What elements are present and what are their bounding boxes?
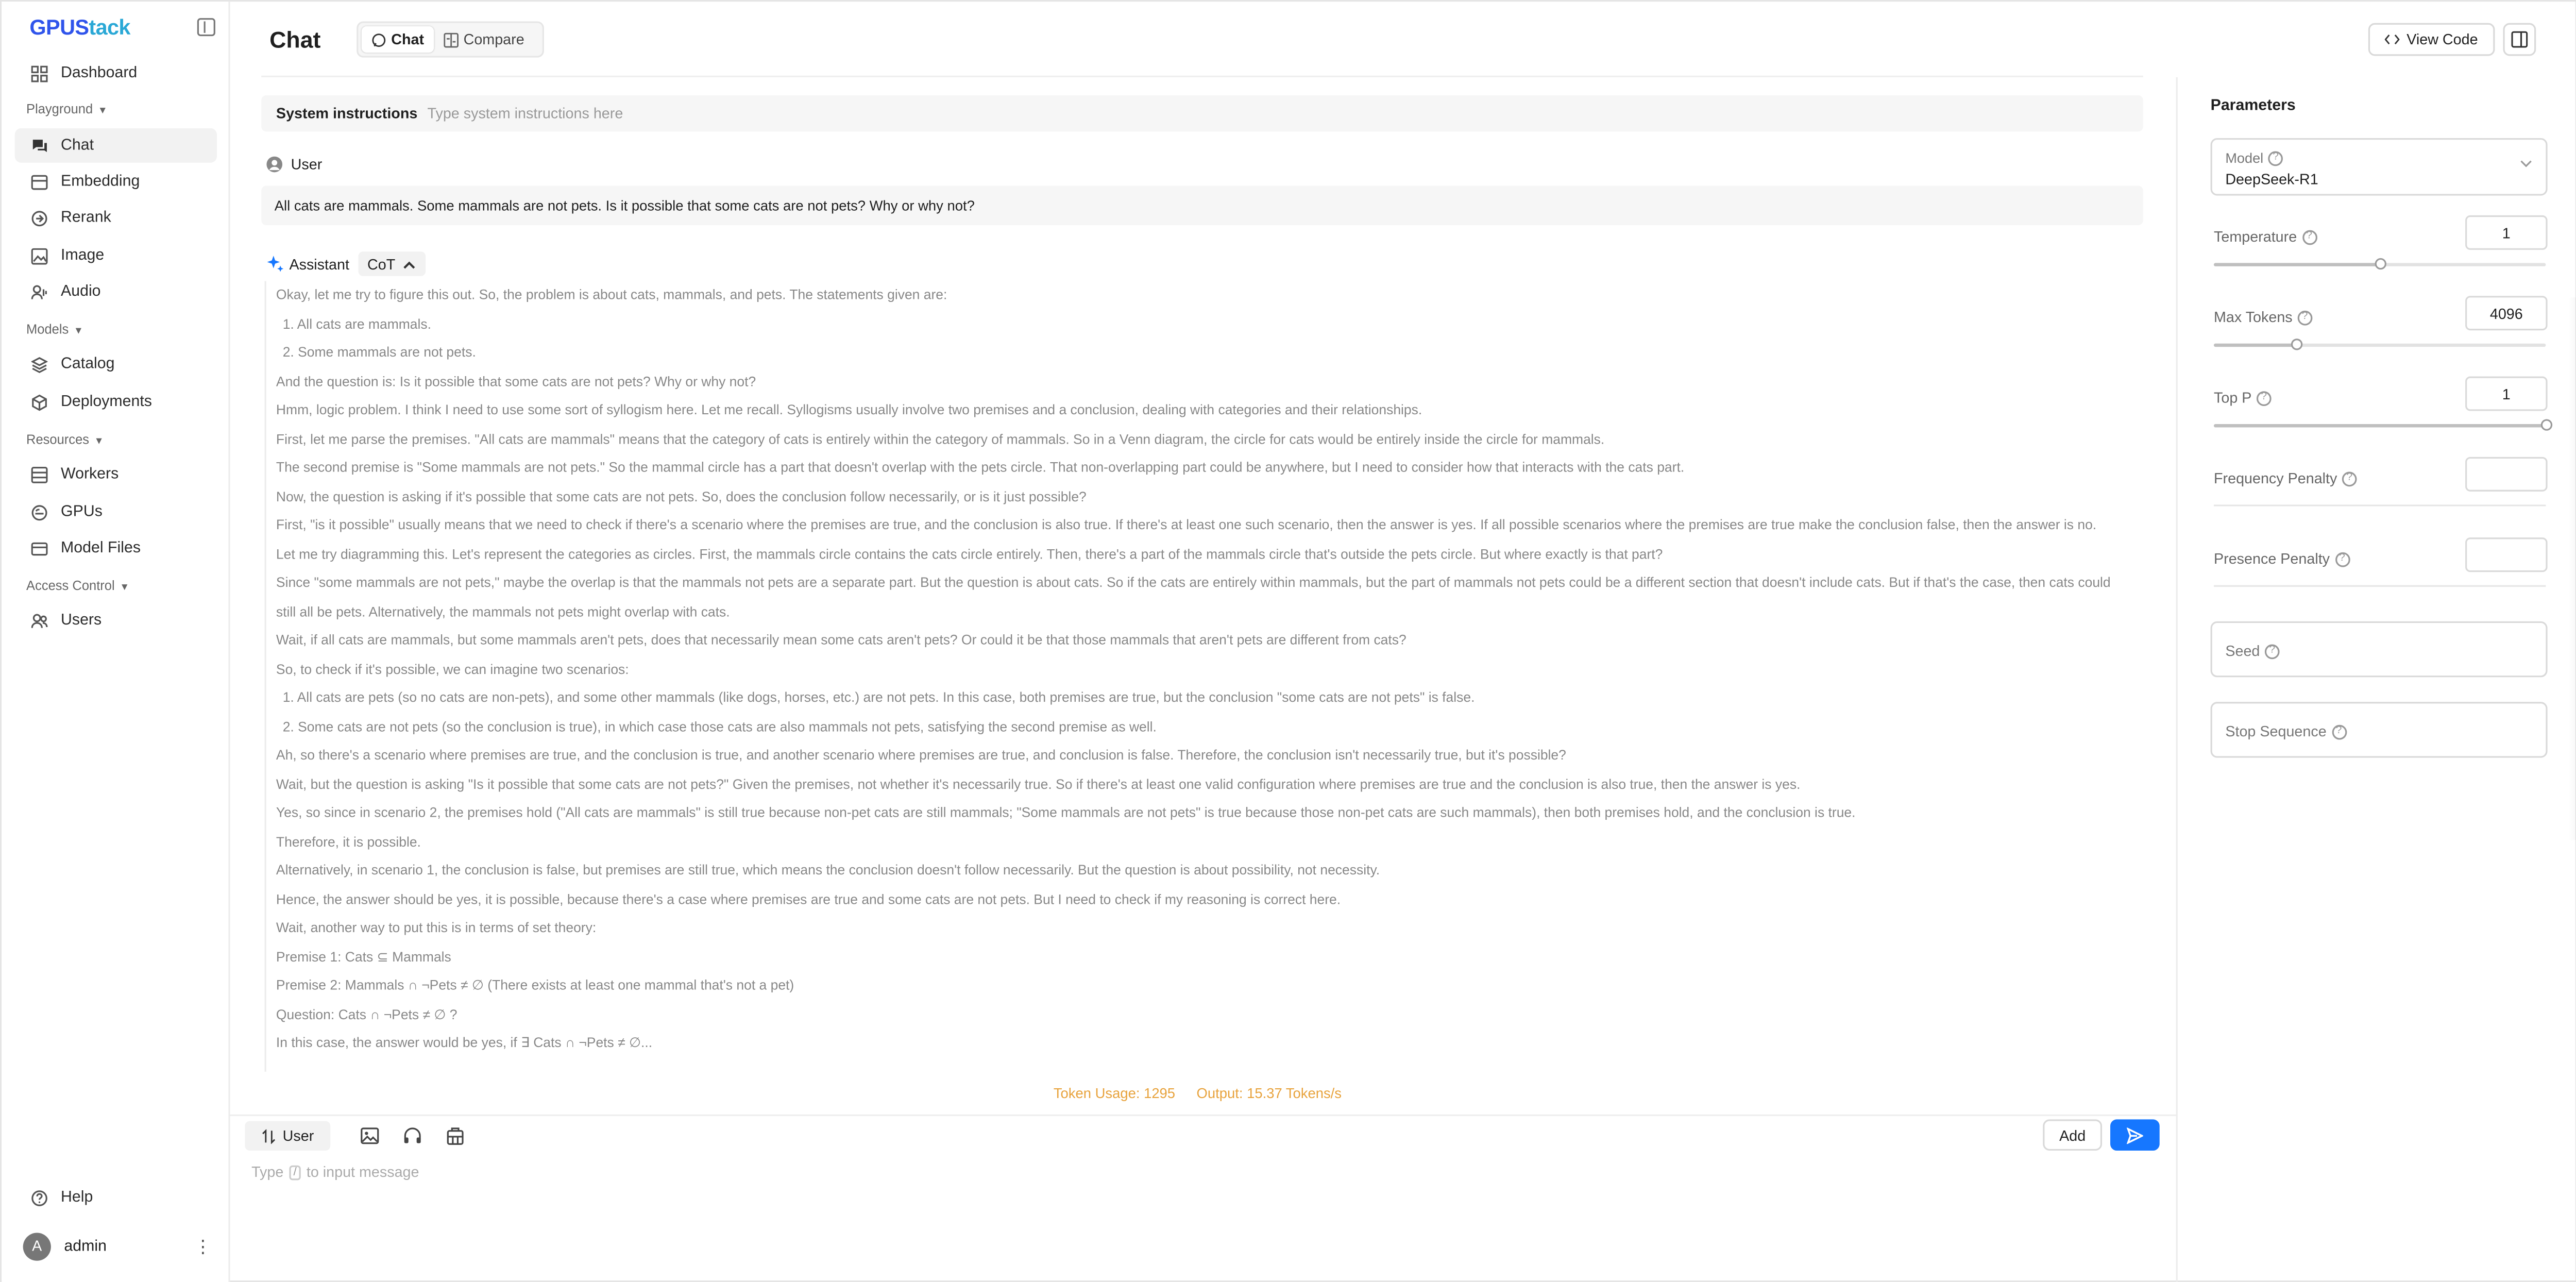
user-message[interactable] bbox=[261, 185, 2143, 225]
role-switch-button[interactable] bbox=[245, 1121, 330, 1151]
sidebar-item-label: GPUs bbox=[61, 503, 103, 521]
user-role-header bbox=[266, 156, 323, 173]
deployments-icon bbox=[28, 391, 51, 414]
stop-sequence-label: Stop Sequence bbox=[2225, 723, 2327, 740]
model-select[interactable] bbox=[2211, 138, 2548, 196]
thinking-paragraph: Okay, let me try to figure this out. So, the problem is about cats, mammals, and pets. The statements given are: bbox=[276, 286, 947, 302]
max-tokens-slider[interactable] bbox=[2214, 344, 2546, 347]
top-p-input[interactable] bbox=[2465, 377, 2548, 411]
sidebar-item-chat[interactable] bbox=[15, 128, 217, 163]
parameters-panel bbox=[2176, 77, 2576, 1282]
temperature-input[interactable] bbox=[2465, 215, 2548, 250]
cot-toggle-button[interactable] bbox=[358, 251, 425, 276]
sidebar-item-workers[interactable] bbox=[15, 457, 217, 492]
embedding-icon bbox=[28, 170, 51, 193]
message-input[interactable] bbox=[251, 1160, 2142, 1184]
logo-text-part1: GPUS bbox=[29, 14, 89, 40]
sidebar-item-audio[interactable] bbox=[15, 275, 217, 309]
caret-down-icon: ▼ bbox=[73, 327, 83, 337]
workers-icon bbox=[28, 463, 51, 486]
input-placeholder-prefix: Type bbox=[251, 1163, 284, 1180]
add-label: Add bbox=[2059, 1126, 2086, 1143]
user-avatar-icon bbox=[266, 156, 283, 173]
sidebar-item-label: Users bbox=[61, 611, 102, 630]
sidebar-item-dashboard[interactable] bbox=[15, 56, 217, 90]
sidebar-item-label: Deployments bbox=[61, 393, 152, 411]
token-usage: Token Usage: 1295 bbox=[1053, 1085, 1176, 1102]
temperature-label: Temperature bbox=[2213, 228, 2297, 245]
thinking-paragraph: Premise 1: Cats ⊆ Mammals bbox=[276, 948, 451, 964]
cot-label: CoT bbox=[367, 256, 396, 272]
gpustack-logo[interactable] bbox=[29, 15, 130, 40]
frequency-penalty-label-row bbox=[2214, 470, 2357, 486]
send-button[interactable] bbox=[2110, 1119, 2160, 1151]
temperature-slider-fill bbox=[2214, 263, 2380, 266]
assistant-role-label: Assistant bbox=[289, 256, 349, 272]
sparkle-icon bbox=[266, 255, 284, 273]
system-instructions-field[interactable] bbox=[261, 95, 2143, 131]
presence-penalty-label-row bbox=[2214, 551, 2349, 567]
user-role-label: User bbox=[291, 156, 323, 173]
thinking-paragraph: In this case, the answer would be yes, if ∃ Cats ∩ ¬Pets ≠ ∅... bbox=[276, 1034, 653, 1051]
image-upload-icon[interactable] bbox=[360, 1126, 380, 1145]
nav-group-resources[interactable] bbox=[26, 432, 104, 447]
thinking-paragraph: First, let me parse the premises. "All cats are mammals" means that the category of cats is entirely within the category of mammals. So in a Venn diagram, the circle for cats would be entirely inside the circle for mammals. bbox=[276, 430, 1605, 447]
sidebar-item-catalog[interactable] bbox=[15, 347, 217, 381]
thinking-paragraph: Wait, if all cats are mammals, but some mammals aren't pets, does that necessarily mean some cats aren't pets? Or could it be that those mammals that aren't pets are different from cats? bbox=[276, 631, 1406, 648]
frequency-penalty-input[interactable] bbox=[2465, 457, 2548, 492]
add-message-button[interactable] bbox=[2043, 1119, 2102, 1151]
max-tokens-slider-handle[interactable] bbox=[2291, 339, 2302, 350]
sidebar-item-users[interactable] bbox=[15, 603, 217, 638]
max-tokens-input[interactable] bbox=[2465, 296, 2548, 330]
help-icon[interactable]: ? bbox=[2331, 724, 2346, 739]
help-icon[interactable]: ? bbox=[2335, 551, 2350, 566]
more-options-icon[interactable]: ⋮ bbox=[194, 1237, 212, 1257]
model-label: Model bbox=[2225, 149, 2264, 166]
image-icon bbox=[28, 244, 51, 267]
temperature-label-row bbox=[2214, 228, 2316, 245]
sidebar-item-rerank[interactable] bbox=[15, 200, 217, 235]
seed-label-row bbox=[2225, 643, 2279, 659]
max-tokens-value: 4096 bbox=[2489, 305, 2523, 322]
thinking-paragraph: Ah, so there's a scenario where premises are true, and the conclusion is true, and another scenario where premises are true, and conclusion is false. Therefore, the conclusion isn't necessarily true, but it's possible? bbox=[276, 746, 1566, 763]
sidebar-item-label: Workers bbox=[61, 465, 119, 483]
clear-icon[interactable] bbox=[446, 1126, 465, 1145]
thinking-list-item: 2. Some mammals are not pets. bbox=[282, 343, 476, 360]
temperature-slider-handle[interactable] bbox=[2374, 258, 2385, 269]
audio-icon bbox=[28, 280, 51, 303]
temperature-value: 1 bbox=[2502, 224, 2511, 241]
help-icon[interactable]: ? bbox=[2297, 310, 2312, 325]
input-divider bbox=[230, 1115, 2176, 1116]
presence-penalty-input[interactable] bbox=[2465, 537, 2548, 572]
user-menu[interactable] bbox=[23, 1231, 212, 1260]
thinking-paragraph: So, to check if it's possible, we can imagine two scenarios: bbox=[276, 660, 629, 677]
thinking-content bbox=[265, 281, 2143, 1071]
sidebar-item-label: Catalog bbox=[61, 355, 115, 374]
stop-sequence-input[interactable] bbox=[2211, 702, 2548, 757]
thinking-list-item: 1. All cats are mammals. bbox=[282, 314, 431, 331]
temperature-slider[interactable] bbox=[2214, 263, 2546, 266]
dashboard-icon bbox=[28, 62, 51, 85]
user-message-text: All cats are mammals. Some mammals are not pets. Is it possible that some cats are not pets? Why or why not? bbox=[274, 197, 975, 214]
thinking-paragraph: Now, the question is asking if it's possible that some cats are not pets. So, does the conclusion follow necessarily, or is it just possible? bbox=[276, 487, 1087, 504]
catalog-icon bbox=[28, 352, 51, 376]
top-p-label: Top P bbox=[2213, 390, 2252, 406]
thinking-list-item: 1. All cats are pets (so no cats are non-pets), and some other mammals (like dogs, horses, etc.) are not pets. In this case, both premises are true, but the conclusion "some cats are not pets" is false. bbox=[282, 688, 1475, 705]
max-tokens-slider-fill bbox=[2214, 344, 2297, 347]
top-p-value: 1 bbox=[2502, 385, 2511, 402]
sidebar-item-deployments[interactable] bbox=[15, 384, 217, 419]
sidebar-item-label: Embedding bbox=[61, 172, 140, 191]
chevron-up-icon bbox=[402, 259, 415, 268]
sidebar-item-label: Image bbox=[61, 246, 105, 265]
slash-key-hint: / bbox=[289, 1165, 301, 1179]
sidebar-item-model-files[interactable] bbox=[15, 531, 217, 565]
model-value: DeepSeek-R1 bbox=[2225, 171, 2318, 188]
top-p-label-row bbox=[2214, 390, 2272, 406]
assistant-role-header bbox=[266, 251, 425, 276]
help-icon[interactable]: ? bbox=[2342, 471, 2357, 486]
stop-sequence-label-row bbox=[2225, 723, 2346, 740]
nav-group-label: Models bbox=[26, 322, 69, 337]
users-icon bbox=[28, 609, 51, 632]
gpu-icon bbox=[28, 500, 51, 524]
toggle-panel-button[interactable] bbox=[2503, 23, 2536, 56]
sidebar bbox=[2, 2, 230, 1282]
tab-label: Chat bbox=[391, 31, 425, 48]
model-files-icon bbox=[28, 537, 51, 560]
tab-chat[interactable] bbox=[362, 26, 434, 53]
divider bbox=[2214, 504, 2546, 506]
nav-group-label: Playground bbox=[26, 102, 93, 117]
tab-compare[interactable] bbox=[434, 26, 534, 53]
thinking-paragraph: The second premise is "Some mammals are not pets." So the mammal circle has a part that doesn't overlap with the pets circle. That non-overlapping part could be anywhere, but I need to consider how that interacts with the cats part. bbox=[276, 459, 1685, 475]
seed-input[interactable] bbox=[2211, 621, 2548, 677]
help-icon[interactable]: ? bbox=[2268, 150, 2283, 165]
help-icon[interactable]: ? bbox=[2302, 229, 2317, 244]
max-tokens-label: Max Tokens bbox=[2213, 309, 2293, 326]
caret-down-icon: ▼ bbox=[94, 437, 104, 447]
sidebar-item-label: Model Files bbox=[61, 539, 141, 558]
input-placeholder-suffix: to input message bbox=[306, 1163, 419, 1180]
page-title: Chat bbox=[269, 26, 321, 53]
system-instructions-placeholder: Type system instructions here bbox=[427, 105, 623, 122]
avatar: A bbox=[23, 1232, 51, 1260]
thinking-paragraph: Yes, so since in scenario 2, the premises hold ("All cats are mammals" is still true because non-pet cats are still mammals; "Some mammals are not pets" is true because those non-pet cats are such mammals), then both premises hold, and the conclusion is true. bbox=[276, 803, 1856, 820]
thinking-paragraph: Alternatively, in scenario 1, the conclusion is false, but premises are still true, which means the conclusion doesn't follow necessarily. But the question is about possibility, not necessity. bbox=[276, 861, 1380, 878]
sidebar-item-label: Help bbox=[61, 1188, 93, 1207]
frequency-penalty-label: Frequency Penalty bbox=[2213, 470, 2337, 487]
panel-icon bbox=[2511, 31, 2528, 48]
caret-down-icon: ▼ bbox=[97, 107, 108, 117]
send-icon bbox=[2127, 1127, 2143, 1143]
tab-label: Compare bbox=[463, 31, 524, 48]
drawer-edge-shadow bbox=[2569, 297, 2576, 840]
sidebar-item-label: Chat bbox=[61, 136, 94, 155]
sidebar-item-gpus[interactable] bbox=[15, 495, 217, 529]
collapse-sidebar-icon[interactable] bbox=[197, 18, 215, 36]
role-switch-label: User bbox=[282, 1127, 314, 1144]
help-icon[interactable]: ? bbox=[2265, 644, 2280, 659]
thinking-paragraph: And the question is: Is it possible that some cats are not pets? Why or why not? bbox=[276, 372, 756, 389]
sidebar-item-image[interactable] bbox=[15, 239, 217, 273]
help-icon[interactable]: ? bbox=[2257, 391, 2272, 406]
thinking-paragraph: Premise 2: Mammals ∩ ¬Pets ≠ ∅ (There exists at least one mammal that's not a pet) bbox=[276, 976, 794, 993]
presence-penalty-label: Presence Penalty bbox=[2213, 550, 2330, 567]
headphones-icon[interactable] bbox=[403, 1126, 422, 1145]
top-p-slider-fill bbox=[2214, 424, 2546, 427]
chat-bubble-icon bbox=[371, 32, 386, 47]
thinking-paragraph: Let me try diagramming this. Let's represent the categories as circles. First, the mammals circle contains the cats circle entirely. Then, there's a part of the mammals circle that's outside the pets circle. But where exactly is that part? bbox=[276, 545, 1663, 562]
nav-group-label: Resources bbox=[26, 432, 90, 447]
nav-group-access-control[interactable] bbox=[26, 579, 129, 594]
nav-group-playground[interactable] bbox=[26, 102, 108, 117]
view-code-button[interactable] bbox=[2368, 23, 2495, 56]
sidebar-item-label: Audio bbox=[61, 282, 101, 301]
chevron-down-icon bbox=[2519, 159, 2533, 169]
system-instructions-label: System instructions bbox=[276, 105, 418, 122]
parameters-title: Parameters bbox=[2210, 97, 2296, 115]
sidebar-item-label: Dashboard bbox=[61, 64, 138, 82]
output-speed: Output: 15.37 Tokens/s bbox=[1196, 1085, 1342, 1102]
nav-group-models[interactable] bbox=[26, 322, 83, 337]
sidebar-item-embedding[interactable] bbox=[15, 164, 217, 199]
mode-tabs bbox=[357, 21, 544, 57]
seed-label: Seed bbox=[2225, 643, 2260, 660]
thinking-paragraph: Hmm, logic problem. I think I need to use some sort of syllogism here. Let me recall. Syllogisms usually involve two premises and a conclusion, dealing with categories and their relationships. bbox=[276, 401, 1422, 418]
token-usage-bar bbox=[1054, 1085, 1342, 1101]
swap-icon bbox=[261, 1128, 276, 1143]
thinking-paragraph: Question: Cats ∩ ¬Pets ≠ ∅ ? bbox=[276, 1005, 457, 1022]
caret-down-icon: ▼ bbox=[120, 583, 130, 594]
logo-text-part2: tack bbox=[89, 14, 130, 40]
code-icon bbox=[2385, 33, 2400, 46]
thinking-paragraph: Wait, another way to put this is in terms of set theory: bbox=[276, 919, 597, 936]
username: admin bbox=[64, 1237, 107, 1255]
view-code-label: View Code bbox=[2406, 31, 2478, 48]
thinking-paragraph: Since "some mammals are not pets," maybe the overlap is that the mammals not pets are a separate part. But the question is about cats. So if the cats are entirely within mammals, but the part of mammals not pets could be a different section that doesn't include cats. But if that's the case, then cats could still all be pets. Alternatively, the mammals not pets might overlap with cats. bbox=[276, 573, 2111, 619]
sidebar-item-help[interactable] bbox=[15, 1180, 217, 1214]
thinking-paragraph: Hence, the answer should be yes, it is possible, because there's a case where premises are true and some cats are not pets. But I need to check if my reasoning is correct here. bbox=[276, 890, 1341, 907]
header-divider bbox=[261, 76, 2143, 77]
chat-icon bbox=[28, 134, 51, 157]
thinking-paragraph: Therefore, it is possible. bbox=[276, 832, 421, 849]
model-label-row bbox=[2225, 149, 2283, 166]
compare-icon bbox=[444, 32, 459, 47]
top-p-slider[interactable] bbox=[2214, 424, 2546, 427]
sidebar-item-label: Rerank bbox=[61, 209, 111, 227]
top-p-slider-handle[interactable] bbox=[2540, 419, 2551, 430]
divider bbox=[2214, 585, 2546, 587]
thinking-paragraph: Wait, but the question is asking "Is it possible that some cats are not pets?" Given the premises, not whether it's necessarily true. So if there's at least one valid configuration where premises are true and the conclusion is also true, then the answer is yes. bbox=[276, 775, 1801, 792]
rerank-icon bbox=[28, 206, 51, 229]
thinking-list-item: 2. Some cats are not pets (so the conclusion is true), in which case those cats are also mammals not pets, satisfying the second premise as well. bbox=[282, 717, 1157, 734]
max-tokens-label-row bbox=[2214, 309, 2312, 326]
thinking-paragraph: First, "is it possible" usually means that we need to check if there's a scenario where the premises are true, and the conclusion is also true. If there's at least one such scenario, then the answer is yes. If all possible scenarios where the premises are true make the conclusion false, then the answer is no. bbox=[276, 516, 2097, 533]
help-icon bbox=[28, 1186, 51, 1209]
nav-group-label: Access Control bbox=[26, 578, 115, 594]
